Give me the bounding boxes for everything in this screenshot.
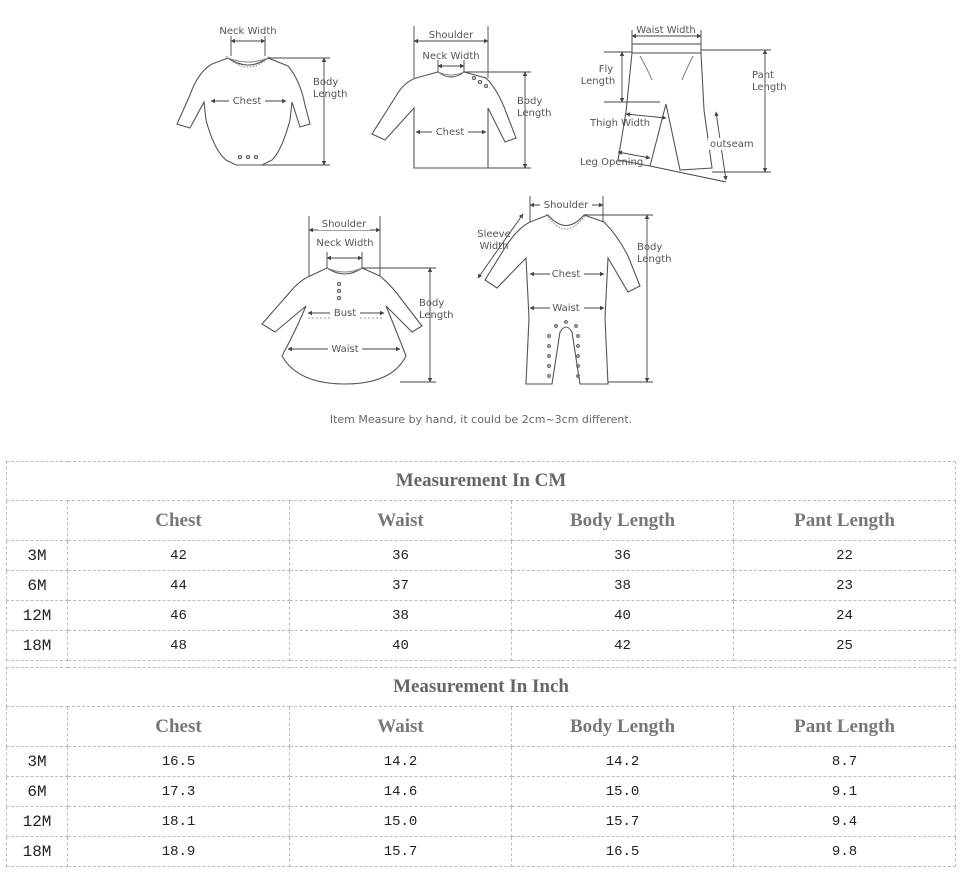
size-cell: 3M: [7, 541, 68, 571]
bodysuit-illustration: [177, 56, 310, 165]
value-cell: 15.7: [290, 837, 512, 867]
table-row: [7, 837, 956, 867]
romper-sleeve-width-label-1: Sleeve: [477, 229, 511, 240]
size-cell: 18M: [7, 837, 68, 867]
value-cell: 24: [734, 601, 956, 631]
table-title-row: [7, 462, 956, 501]
bodysuit-body-length-label-1: Body: [313, 77, 339, 88]
value-cell: 15.7: [512, 807, 734, 837]
value-cell: 18.1: [68, 807, 290, 837]
value-cell: 36: [290, 541, 512, 571]
value-cell: 42: [512, 631, 734, 661]
value-cell: 17.3: [68, 777, 290, 807]
value-cell: 9.1: [734, 777, 956, 807]
value-cell: 44: [68, 571, 290, 601]
header-cell: Waist: [290, 707, 512, 747]
size-cell: 6M: [7, 571, 68, 601]
romper-chest-label: Chest: [551, 269, 581, 280]
dress-body-length-label-1: Body: [419, 298, 445, 309]
pants-fly-length-label-1: Fly: [598, 64, 614, 75]
value-cell: 16.5: [68, 747, 290, 777]
value-cell: 48: [68, 631, 290, 661]
size-cell: 12M: [7, 807, 68, 837]
header-cell: [7, 707, 68, 747]
value-cell: 14.2: [290, 747, 512, 777]
romper-shoulder-label: Shoulder: [543, 200, 589, 211]
table-header-row: [7, 501, 956, 541]
header-cell: Waist: [290, 501, 512, 541]
header-cell: Chest: [68, 501, 290, 541]
table-row: [7, 777, 956, 807]
shirt-illustration: [372, 72, 516, 168]
value-cell: 18.9: [68, 837, 290, 867]
inch-measurement-table: [6, 667, 956, 867]
size-cell: 12M: [7, 601, 68, 631]
value-cell: 46: [68, 601, 290, 631]
value-cell: 15.0: [290, 807, 512, 837]
value-cell: 23: [734, 571, 956, 601]
pants-thigh-width-label: Thigh Width: [590, 118, 651, 129]
bodysuit-neck-width-label: Neck Width: [219, 26, 277, 37]
header-cell: Body Length: [512, 707, 734, 747]
value-cell: 8.7: [734, 747, 956, 777]
size-cell: 3M: [7, 747, 68, 777]
cm-measurement-table: [6, 461, 956, 661]
table-row: [7, 601, 956, 631]
shirt-shoulder-label: Shoulder: [428, 30, 474, 41]
dress-body-length-label-2: Length: [419, 310, 454, 321]
value-cell: 42: [68, 541, 290, 571]
dress-neck-width-label: Neck Width: [316, 238, 374, 249]
table-title: Measurement In CM: [7, 462, 956, 501]
romper-sleeve-width-label-2: Width: [479, 241, 509, 252]
size-cell: 18M: [7, 631, 68, 661]
dress-bust-label: Bust: [333, 308, 357, 319]
pants-leg-opening-label: Leg Opening: [580, 157, 644, 168]
pants-pant-length-label-2: Length: [752, 82, 787, 93]
bodysuit-body-length-label-2: Length: [313, 89, 348, 100]
table-row: [7, 541, 956, 571]
romper-body-length-label-1: Body: [637, 242, 663, 253]
bodysuit-chest-label: Chest: [232, 96, 262, 107]
table-title: Measurement In Inch: [7, 668, 956, 707]
table-row: [7, 807, 956, 837]
value-cell: 36: [512, 541, 734, 571]
table-row: [7, 747, 956, 777]
header-cell: [7, 501, 68, 541]
value-cell: 14.6: [290, 777, 512, 807]
pants-fly-length-label-2: Length: [580, 76, 616, 87]
value-cell: 9.8: [734, 837, 956, 867]
header-cell: Chest: [68, 707, 290, 747]
shirt-neck-width-label: Neck Width: [422, 51, 480, 62]
dress-waist-label: Waist: [331, 344, 359, 355]
measurement-note: Item Measure by hand, it could be 2cm~3cm different.: [329, 413, 633, 426]
header-cell: Pant Length: [734, 501, 956, 541]
shirt-body-length-label-1: Body: [517, 96, 543, 107]
value-cell: 9.4: [734, 807, 956, 837]
pants-waist-width-label: Waist Width: [636, 25, 696, 36]
pants-pant-length-label-1: Pant: [752, 70, 774, 81]
dress-illustration: [262, 268, 422, 384]
value-cell: 16.5: [512, 837, 734, 867]
romper-waist-label: Waist: [552, 303, 580, 314]
value-cell: 40: [512, 601, 734, 631]
table-row: [7, 631, 956, 661]
table-title-row: [7, 668, 956, 707]
value-cell: 25: [734, 631, 956, 661]
size-cell: 6M: [7, 777, 68, 807]
romper-body-length-label-2: Length: [637, 254, 672, 265]
header-cell: Body Length: [512, 501, 734, 541]
dress-shoulder-label: Shoulder: [321, 219, 367, 230]
value-cell: 14.2: [512, 747, 734, 777]
value-cell: 22: [734, 541, 956, 571]
pants-outseam-label: outseam: [710, 139, 754, 150]
table-header-row: [7, 707, 956, 747]
value-cell: 15.0: [512, 777, 734, 807]
shirt-chest-label: Chest: [435, 127, 465, 138]
value-cell: 38: [290, 601, 512, 631]
header-cell: Pant Length: [734, 707, 956, 747]
value-cell: 38: [512, 571, 734, 601]
pants-illustration: [618, 44, 712, 170]
value-cell: 37: [290, 571, 512, 601]
shirt-body-length-label-2: Length: [517, 108, 552, 119]
table-row: [7, 571, 956, 601]
value-cell: 40: [290, 631, 512, 661]
